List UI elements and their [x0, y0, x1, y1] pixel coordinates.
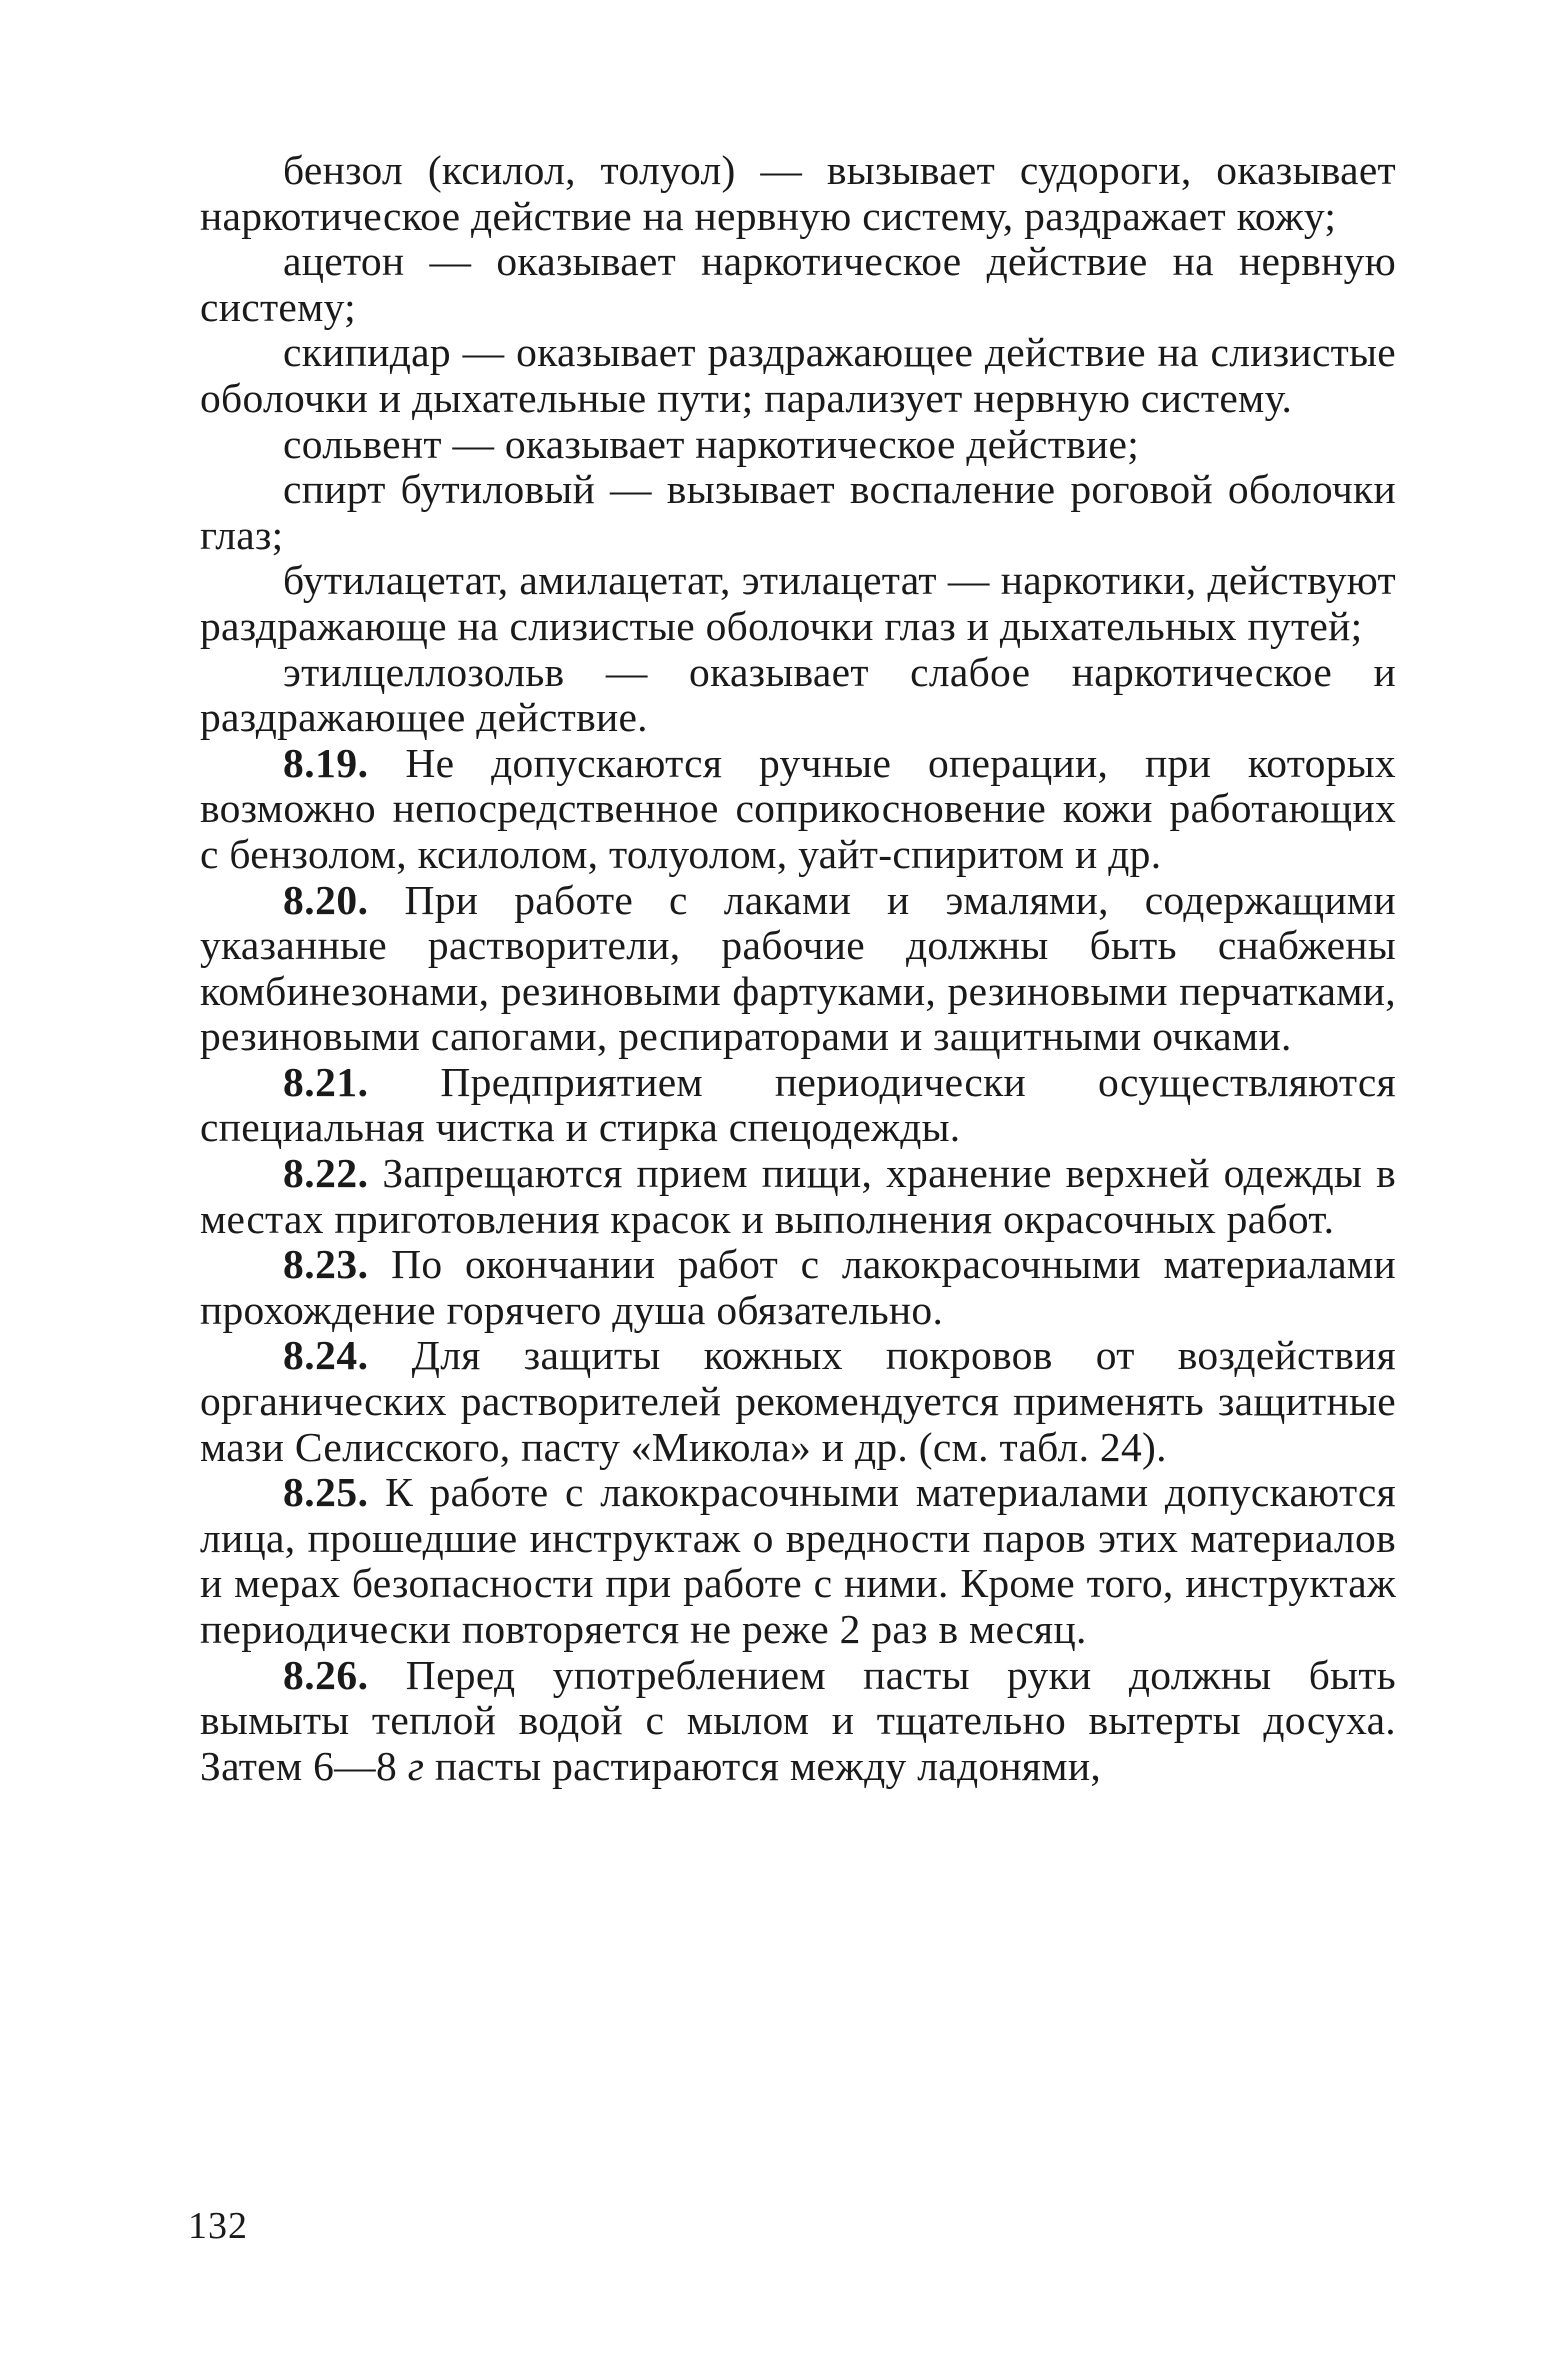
page-number: 132: [188, 2205, 248, 2247]
paragraph-solvent: сольвент — оказывает наркотическое действие;: [283, 420, 1140, 467]
clause-8-19: [200, 741, 1396, 878]
clause-8-22: [200, 1151, 1396, 1242]
clause-8-23: [200, 1242, 1396, 1333]
page-body: [200, 148, 1396, 1789]
clause-text: Предприятием периодически осуществляются специальная чистка и стирка спецодежды.: [200, 1058, 1396, 1151]
paragraph-skipidar: скипидар — оказывает раздражающее действие на слизистые оболочки и дыхательные пути; парализует нервную систему.: [200, 329, 1396, 421]
paragraph-etilcellozolv: этилцеллозольв — оказывает слабое наркотическое и раздражающее действие.: [200, 648, 1396, 741]
clause-number: 8.19.: [283, 739, 369, 786]
paragraph-butilacetat: бутилацетат, амилацетат, этилацетат — наркотики, действуют раздражающе на слизистые оболочки глаз и дыхательных путей;: [200, 557, 1396, 649]
paragraph-aceton: ацетон — оказывает наркотическое действие на нервную систему;: [200, 238, 1396, 330]
clause-number: 8.21.: [283, 1058, 369, 1105]
clause-number: 8.22.: [283, 1150, 369, 1197]
clause-number: 8.25.: [283, 1469, 369, 1516]
clause-text: Запрещаются прием пищи, хранение верхней одежды в местах приготовления красок и выполнения окрасочных работ.: [200, 1150, 1396, 1242]
clause-text: Не допускаются ручные операции, при которых возможно непосредственное соприкосновение кожи работающих с бензолом, ксилолом, толуолом, уайт-спиритом и др.: [200, 739, 1396, 877]
paragraph-spirt: спирт бутиловый — вызывает воспаление роговой оболочки глаз;: [200, 466, 1396, 558]
body-text: [200, 148, 1396, 1789]
clause-8-24: [200, 1333, 1396, 1470]
clause-8-25: [200, 1470, 1396, 1652]
clause-text: При работе с лаками и эмалями, содержащими указанные растворители, рабочие должны быть снабжены комбинезонами, резиновыми фартуками, резиновыми перчатками, резиновыми сапогами, респираторами и защитными очками.: [200, 876, 1396, 1060]
clause-text-part: Перед употреблением пасты руки должны быть вымыты теплой водой с мылом и тщательно вытерты досуха. Затем 6—8: [200, 1651, 1396, 1789]
clause-text: По окончании работ с лакокрасочными материалами прохождение горячего душа обязательно.: [200, 1241, 1396, 1333]
clause-8-21: [200, 1060, 1396, 1151]
clause-text: К работе с лакокрасочными материалами допускаются лица, прошедшие инструктаж о вредности паров этих материалов и мерах безопасности при работе с ними. Кроме того, инструктаж периодически повторяется не реже 2 раз в месяц.: [200, 1469, 1396, 1652]
clause-text-part: пасты растираются между ладонями,: [424, 1742, 1102, 1789]
clause-text: Для защиты кожных покровов от воздействия органических растворителей рекомендуется применять защитные мази Селисского, пасту «Микола» и др. (см. табл. 24).: [200, 1332, 1396, 1470]
clause-number: 8.24.: [283, 1332, 369, 1379]
clause-number: 8.23.: [283, 1241, 369, 1288]
clause-8-20: [200, 878, 1396, 1060]
clause-number: 8.26.: [283, 1651, 369, 1698]
unit-gram: г: [407, 1742, 425, 1789]
paragraph-benzol: бензол (ксилол, толуол) — вызывает судороги, оказывает наркотическое действие на нервную систему, раздражает кожу;: [200, 147, 1396, 239]
clause-number: 8.20.: [283, 876, 369, 923]
clause-8-26: [200, 1653, 1396, 1790]
